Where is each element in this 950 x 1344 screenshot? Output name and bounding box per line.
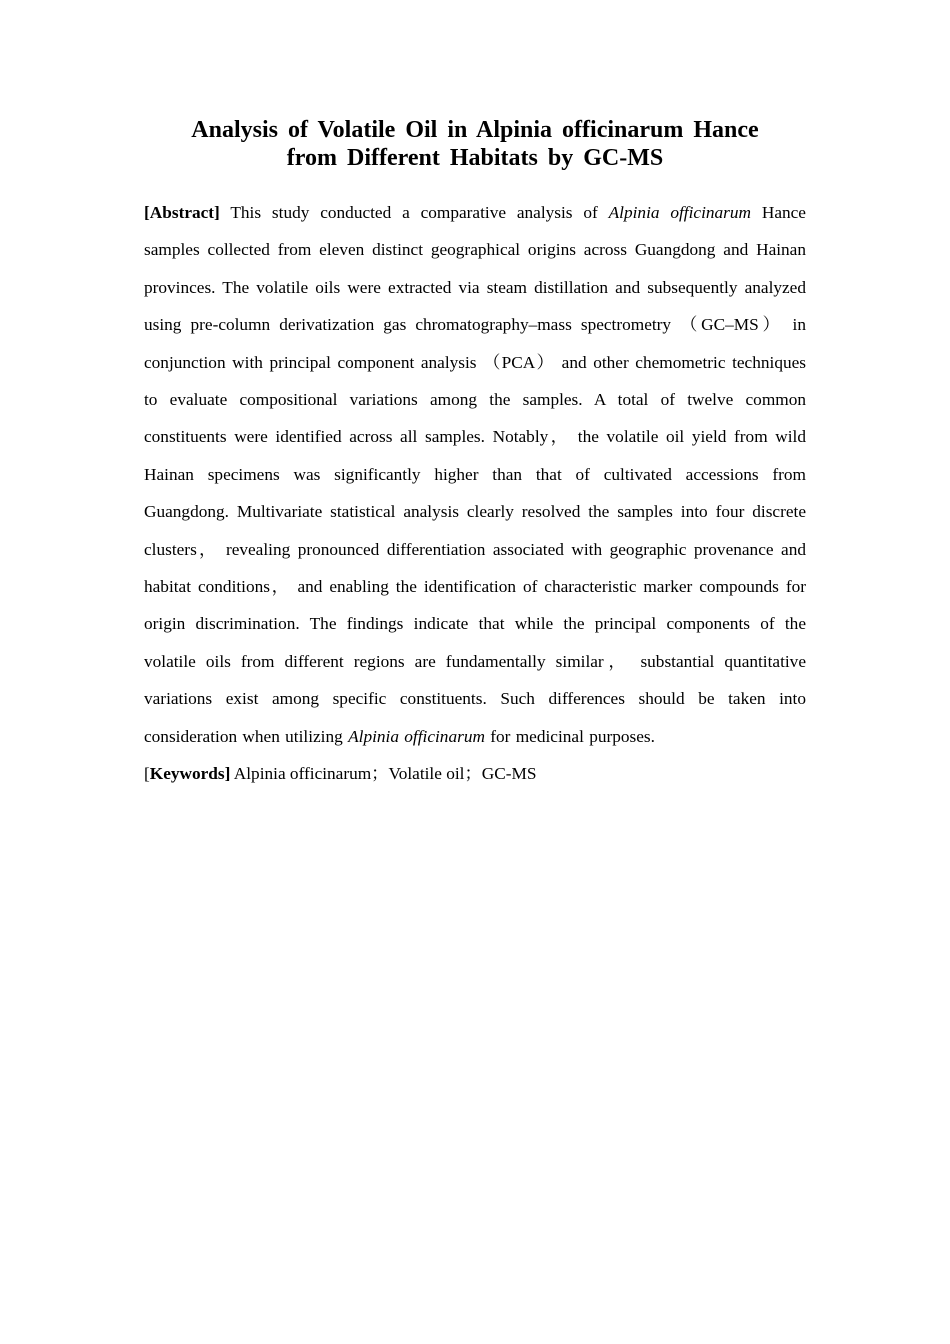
abstract-label: [Abstract] — [144, 203, 220, 222]
keywords-line — [144, 755, 806, 792]
abstract-paragraph — [144, 194, 806, 755]
title-line-1: Analysis of Volatile Oil in Alpinia officinarum Hance — [191, 117, 759, 143]
paper-page — [144, 116, 806, 793]
keywords-open-bracket: [ — [144, 764, 150, 784]
abstract-text-2: Hance samples collected from eleven distinct geographical origins across Guangdong and Hainan provinces. The volatile oils were extracted via steam distillation and subsequently analyzed using pre-column derivatization gas chromatography–mass spectrometry （GC–MS） in conjunction with principal component analysis （PCA） and other chemometric techniques to evaluate compositional variations among the samples. A total of twelve common constituents were identified across all samples. Notably， the volatile oil yield from wild Hainan specimens was significantly higher than that of cultivated accessions from Guangdong. Multivariate statistical analysis clearly resolved the samples into four discrete clusters， revealing pronounced differentiation associated with geographic provenance and habitat conditions， and enabling the identification of characteristic marker compounds for origin discrimination. The findings indicate that while the principal components of the volatile oils from different regions are fundamentally similar， substantial quantitative variations exist among specific constituents. Such differences should be taken into consideration when utilizing — [144, 203, 806, 746]
species-name: Alpinia officinarum — [608, 203, 751, 222]
keywords-list: Alpinia officinarum；Volatile oil；GC-MS — [230, 764, 537, 784]
title-line-2: from Different Habitats by GC-MS — [286, 145, 664, 171]
abstract-text-3: for medicinal purposes. — [484, 726, 655, 746]
abstract-text-1: This study conducted a comparative analysis of — [219, 203, 609, 222]
keywords-label: Keywords] — [149, 764, 231, 784]
species-name: Alpinia officinarum — [348, 726, 485, 746]
paper-title — [144, 116, 806, 172]
